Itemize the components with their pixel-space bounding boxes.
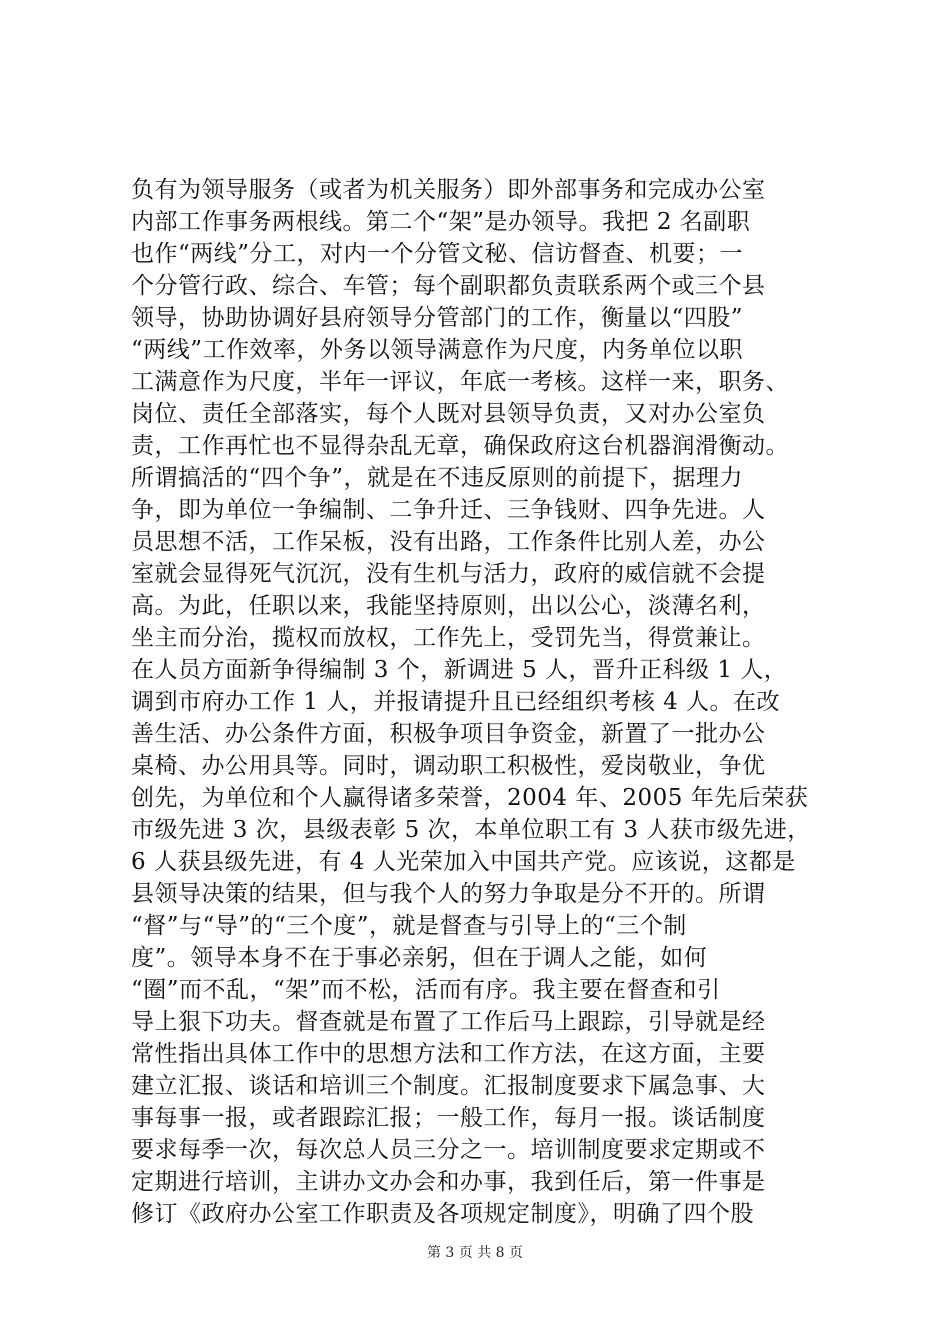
text-line: 高。为此，任职以来，我能坚持原则，出以公心，淡薄名利， [131,593,766,619]
text-line: 坐主而分治，揽权而放权，工作先上，受罚先当，得赏兼让。 [131,625,766,651]
text-line: 事每事一报，或者跟踪汇报；一般工作，每月一报。谈话制度 [131,1105,766,1131]
text-line: 定期进行培训，主讲办文办会和办事，我到任后，第一件事是 [131,1169,766,1195]
text-line: 在人员方面新争得编制 3 个，新调进 5 人，晋升正科级 1 人， [131,657,788,683]
text-line: 内部工作事务两根线。第二个“架”是办领导。我把 2 名副职 [131,209,751,235]
text-line: 要求每季一次，每次总人员三分之一。培训制度要求定期或不 [131,1137,766,1163]
text-line: 桌椅、办公用具等。同时，调动职工积极性，爱岗敬业，争优 [131,753,766,779]
text-line: 员思想不活，工作呆板，没有出路，工作条件比别人差，办公 [131,529,766,555]
page-footer: 第 3 页 共 8 页 [426,1245,524,1261]
text-line: 建立汇报、谈话和培训三个制度。汇报制度要求下属急事、大 [131,1073,766,1099]
text-line: 责，工作再忙也不显得杂乱无章，确保政府这台机器润滑衡动。 [131,433,789,459]
text-line: 度”。领导本身不在于事必亲躬，但在于调人之能，如何 [131,945,708,971]
text-line: 个分管行政、综合、车管；每个副职都负责联系两个或三个县 [131,273,766,299]
text-line: 创先，为单位和个人赢得诸多荣誉，2004 年、2005 年先后荣获 [131,785,809,811]
text-line: 6 人获县级先进，有 4 人光荣加入中国共产党。应该说，这都是 [131,849,796,875]
text-line: “两线”工作效率，外务以领导满意作为尺度，内务单位以职 [131,337,744,363]
body-text [131,174,831,1230]
text-line: 县领导决策的结果，但与我个人的努力争取是分不开的。所谓 [131,881,766,907]
text-line: 争，即为单位一争编制、二争升迁、三争钱财、四争先进。人 [131,497,766,523]
text-line: 导上狠下功夫。督查就是布置了工作后马上跟踪，引导就是经 [131,1009,766,1035]
text-line: 负有为领导服务（或者为机关服务）即外部事务和完成办公室 [131,177,766,203]
text-line: 修订《政府办公室工作职责及各项规定制度》，明确了四个股 [131,1201,754,1227]
text-line: 常性指出具体工作中的思想方法和工作方法，在这方面，主要 [131,1041,766,1067]
text-line: 善生活、办公条件方面，积极争项目争资金，新置了一批办公 [131,721,766,747]
text-line: 也作“两线”分工，对内一个分管文秘、信访督查、机要；一 [131,241,744,267]
text-line: 室就会显得死气沉沉，没有生机与活力，政府的威信就不会提 [131,561,766,587]
text-line: 工满意作为尺度，半年一评议，年底一考核。这样一来，职务、 [131,369,789,395]
text-line: “督”与“导”的“三个度”，就是督查与引导上的“三个制 [131,913,687,939]
text-line: 调到市府办工作 1 人，并报请提升且已经组织考核 4 人。在改 [131,689,781,715]
text-line: 市级先进 3 次，县级表彰 5 次，本单位职工有 3 人获市级先进， [131,817,811,843]
text-line: 领导，协助协调好县府领导分管部门的工作，衡量以“四股” [131,305,744,331]
text-line: 所谓搞活的“四个争”，就是在不违反原则的前提下，据理力 [131,465,744,491]
text-line: “圈”而不乱，“架”而不松，活而有序。我主要在督查和引 [131,977,721,1003]
text-line: 岗位、责任全部落实，每个人既对县领导负责，又对办公室负 [131,401,766,427]
